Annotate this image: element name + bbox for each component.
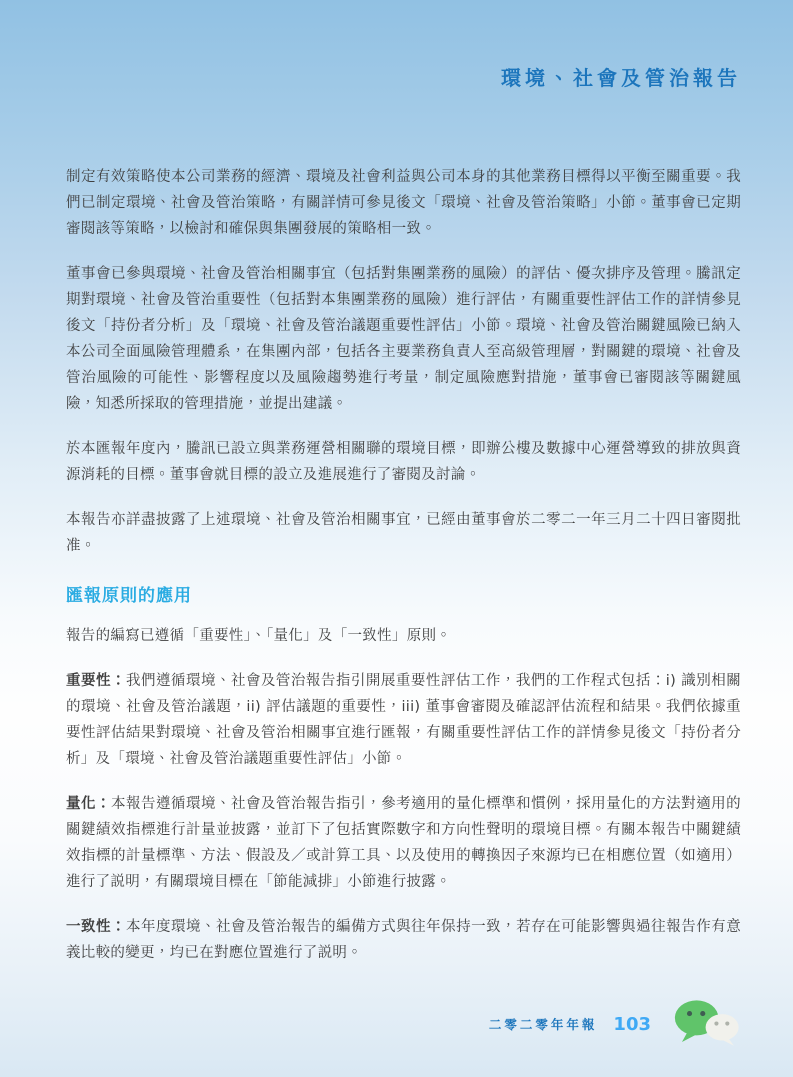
principle-consistency-lead: 一致性： — [66, 919, 127, 935]
intro-paragraph-1: 制定有效策略使本公司業務的經濟、環境及社會利益與公司本身的其他業務目標得以平衡至關重要。我們已制定環境、社會及管治策略，有關詳情可參見後文「環境、社會及管治策略」小節。董事會已定期審閱該等策略，以檢討和確保與集團發展的策略相一致。 — [66, 169, 741, 237]
intro-paragraph-2: 董事會已參與環境、社會及管治相關事宜（包括對集團業務的風險）的評估、優次排序及管理。騰訊定期對環境、社會及管治重要性（包括對本集團業務的風險）進行評估，有關重要性評估工作的詳情參見後文「持份者分析」及「環境、社會及管治議題重要性評估」小節。環境、社會及管治關鍵風險已納入本公司全面風險管理體系，在集團內部，包括各主要業務負責人至高級管理層，對關鍵的環境、社會及管治風險的可能性、影響程度以及風險趨勢進行考量，制定風險應對措施，董事會已審閱該等關鍵風險，知悉所採取的管理措施，並提出建議。 — [66, 266, 741, 412]
principle-quantitative-text: 本報告遵循環境、社會及管治報告指引，參考適用的量化標準和慣例，採用量化的方法對適用的關鍵績效指標進行計量並披露，並訂下了包括實際數字和方向性聲明的環境目標。有關本報告中關鍵績效指標的計量標準、方法、假設及／或計算工具、以及使用的轉換因子來源均已在相應位置（如適用）進行了説明，有關環境目標在「節能減排」小節進行披露。 — [66, 796, 741, 890]
principle-materiality-paragraph — [66, 668, 741, 772]
page-footer — [489, 999, 741, 1049]
page-title: 環境、社會及管治報告 — [501, 66, 741, 90]
report-page — [66, 0, 741, 966]
principle-consistency-paragraph — [66, 914, 741, 966]
principle-materiality-text: 我們遵循環境、社會及管治報告指引開展重要性評估工作，我們的工作程式包括：i) 識別相關的環境、社會及管治議題，ii) 評估議題的重要性，iii) 董事會審閱及確認評估流程和結果。我們依據重要性評估結果對環境、社會及管治相關事宜進行匯報，有關重要性評估工作的詳情參見後文「持份者分析」及「環境、社會及管治議題重要性評估」小節。 — [66, 673, 741, 767]
page-content — [66, 164, 741, 966]
footer-report-name: 二零二零年年報 — [488, 1017, 598, 1032]
principles-intro-paragraph: 報告的編寫已遵循「重要性」、「量化」及「一致性」原則。 — [66, 628, 452, 644]
principle-consistency-text: 本年度環境、社會及管治報告的編備方式與往年保持一致，若存在可能影響與過往報告作有意義比較的變更，均已在對應位置進行了説明。 — [66, 919, 742, 961]
footer-page-number: 103 — [613, 1013, 651, 1035]
section-heading-reporting-principles: 匯報原則的應用 — [66, 586, 192, 606]
principle-quantitative-paragraph — [66, 791, 741, 895]
wechat-icon — [673, 999, 741, 1049]
principle-materiality-lead: 重要性： — [66, 673, 126, 689]
principle-quantitative-lead: 量化： — [66, 796, 112, 812]
intro-paragraph-3: 於本匯報年度內，騰訊已設立與業務運營相關聯的環境目標，即辦公樓及數據中心運營導致的排放與資源消耗的目標。董事會就目標的設立及進展進行了審閱及討論。 — [66, 441, 741, 483]
intro-paragraph-4: 本報告亦詳盡披露了上述環境、社會及管治相關事宜，已經由董事會於二零二一年三月二十四日審閱批准。 — [66, 512, 741, 554]
